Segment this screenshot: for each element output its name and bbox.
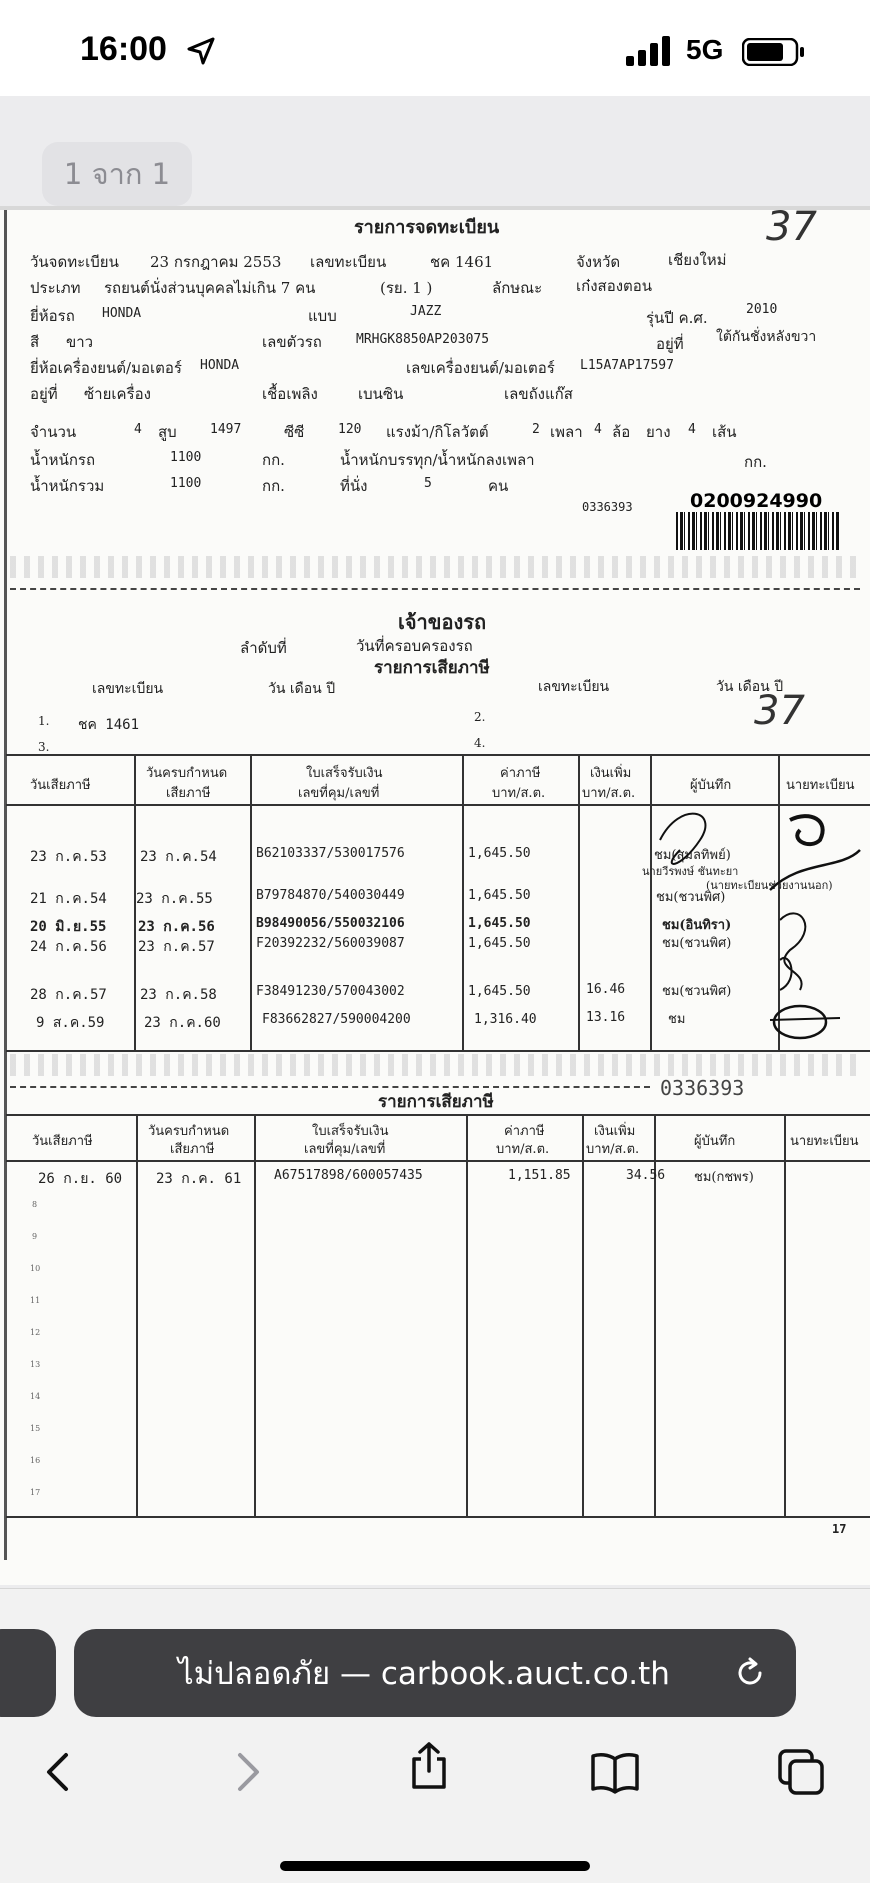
header2-recorder: ผู้บันทึก bbox=[694, 1134, 736, 1149]
table-row: 24 ก.ค.56 bbox=[30, 939, 107, 955]
table-row: 20 มิ.ย.55 bbox=[30, 919, 107, 935]
table-cell: ชม(ชวนพิศ) bbox=[656, 890, 726, 905]
weight-unit: กก. bbox=[262, 451, 285, 469]
cylinder-value: 4 bbox=[134, 422, 142, 437]
barcode bbox=[676, 512, 840, 550]
table-cell: 1,645.50 bbox=[468, 888, 531, 903]
engine-location-label: อยู่ที่ bbox=[30, 385, 58, 403]
status-bar bbox=[0, 0, 870, 96]
header2-receipt-sub: เลขที่คุม/เลขที่ bbox=[304, 1142, 386, 1157]
page-number: 17 bbox=[832, 1522, 847, 1536]
row-number: 8 bbox=[32, 1200, 38, 1209]
engine-no-label: เลขเครื่องยนต์/มอเตอร์ bbox=[406, 359, 555, 377]
browser-toolbar bbox=[0, 1588, 870, 1883]
header-tax-sub: บาท/ส.ต. bbox=[492, 786, 546, 801]
table-cell: ชม(สุมลทิพย์) bbox=[654, 848, 731, 863]
header2-due-date-sub: เสียภาษี bbox=[170, 1142, 215, 1157]
reg-date-value: 23 กรกฎาคม 2553 bbox=[150, 253, 282, 271]
row-number: 14 bbox=[30, 1392, 41, 1401]
table-cell: 13.16 bbox=[586, 1010, 626, 1025]
engine-location-value: ซ้ายเครื่อง bbox=[84, 385, 151, 403]
tire-value: 4 bbox=[688, 422, 696, 437]
table-row: 26 ก.ย. 60 bbox=[38, 1171, 123, 1187]
engine-brand-label: ยี่ห้อเครื่องยนต์/มอเตอร์ bbox=[30, 359, 182, 377]
pdf-viewer[interactable] bbox=[0, 96, 870, 1588]
date-history-label-2: วัน เดือน ปี bbox=[716, 679, 784, 695]
header2-tax-sub: บาท/ส.ต. bbox=[496, 1142, 550, 1157]
header2-paid-date: วันเสียภาษี bbox=[32, 1134, 93, 1149]
header-extra-sub: บาท/ส.ต. bbox=[582, 786, 636, 801]
document-page bbox=[0, 210, 870, 1585]
style-value: เก๋งสองตอน bbox=[576, 277, 653, 295]
status-time: 16:00 bbox=[80, 30, 167, 68]
table-cell: 23 ก.ค. 61 bbox=[156, 1171, 242, 1187]
table-cell: 1,316.40 bbox=[474, 1012, 537, 1027]
header2-due-date: วันครบกำหนด bbox=[148, 1124, 230, 1139]
possession-label: วันที่ครอบครองรถ bbox=[356, 637, 473, 655]
seats-label: ที่นั่ง bbox=[340, 477, 368, 495]
row-number: 15 bbox=[30, 1424, 41, 1433]
tire-unit: เส้น bbox=[712, 423, 737, 441]
owner-title: เจ้าของรถ bbox=[398, 610, 487, 634]
plate-label: เลขทะเบียน bbox=[310, 253, 387, 271]
plate-value: ชค 1461 bbox=[430, 253, 494, 271]
table-row: 23 ก.ค.53 bbox=[30, 849, 107, 865]
barcode-number: 0200924990 bbox=[690, 490, 823, 512]
table-cell: F83662827/590004200 bbox=[262, 1012, 411, 1027]
reload-icon[interactable] bbox=[732, 1655, 768, 1691]
history-num-3: 3. bbox=[38, 740, 50, 754]
year-label: รุ่นปี ค.ศ. bbox=[646, 309, 708, 327]
share-icon[interactable] bbox=[404, 1741, 454, 1791]
back-icon[interactable] bbox=[34, 1747, 84, 1797]
header-due-date: วันครบกำหนด bbox=[146, 766, 228, 781]
signature-name: นายวีรพงษ์ ชันทะยา bbox=[642, 865, 739, 878]
header-extra: เงินเพิ่ม bbox=[590, 766, 632, 781]
wheel-label: ล้อ bbox=[612, 423, 631, 441]
engine-brand-value: HONDA bbox=[200, 358, 240, 373]
tax-title-2: รายการเสียภาษี bbox=[378, 1092, 494, 1112]
table-row: 9 ส.ค.59 bbox=[36, 1015, 105, 1031]
history-plate-1: ชค 1461 bbox=[78, 717, 140, 733]
table-cell: F38491230/570043002 bbox=[256, 984, 405, 999]
cc-label: ซีซี bbox=[284, 423, 305, 441]
battery-icon bbox=[742, 38, 806, 66]
hp-value: 120 bbox=[338, 422, 362, 437]
row-number: 10 bbox=[30, 1264, 41, 1273]
handwritten-number-2: 37 bbox=[754, 688, 805, 734]
fuel-value: เบนซิน bbox=[358, 385, 404, 403]
header-due-date-sub: เสียภาษี bbox=[166, 786, 211, 801]
order-label: ลำดับที่ bbox=[240, 639, 287, 657]
plate-history-label-2: เลขทะเบียน bbox=[538, 679, 610, 695]
engine-no-value: L15A7AP17597 bbox=[580, 358, 674, 373]
axle-label: เพลา bbox=[550, 423, 583, 441]
header2-tax: ค่าภาษี bbox=[504, 1124, 545, 1139]
row-number: 17 bbox=[30, 1488, 41, 1497]
serial-bottom: 0336393 bbox=[660, 1076, 745, 1100]
gross-value: 1100 bbox=[170, 476, 202, 491]
ry-value: (รย. 1 ) bbox=[380, 279, 433, 297]
wheel-value: 4 bbox=[594, 422, 602, 437]
table-cell: ชม(กชพร) bbox=[694, 1170, 754, 1185]
load-label: น้ำหนักบรรทุก/น้ำหนักลงเพลา bbox=[340, 451, 535, 469]
axle-value: 2 bbox=[532, 422, 540, 437]
table-cell: 16.46 bbox=[586, 982, 626, 997]
table-cell: 1,645.50 bbox=[468, 936, 531, 951]
table-cell: B79784870/540030449 bbox=[256, 888, 405, 903]
table-cell: 34.56 bbox=[626, 1168, 666, 1183]
table-cell: F20392232/560039087 bbox=[256, 936, 405, 951]
plate-history-label-1: เลขทะเบียน bbox=[92, 681, 164, 697]
vin-value: MRHGK8850AP203075 bbox=[356, 332, 490, 347]
seats-unit: คน bbox=[488, 477, 509, 495]
hp-label: แรงม้า/กิโลวัตต์ bbox=[386, 423, 489, 441]
header2-receipt: ใบเสร็จรับเงิน bbox=[312, 1124, 389, 1139]
weight-value: 1100 bbox=[170, 450, 202, 465]
table-cell: 1,645.50 bbox=[468, 846, 531, 861]
header2-extra-sub: บาท/ส.ต. bbox=[586, 1142, 640, 1157]
load-unit: กก. bbox=[744, 453, 767, 471]
color-label: สี bbox=[30, 333, 40, 351]
type-label: ประเภท bbox=[30, 279, 81, 297]
reg-date-label: วันจดทะเบียน bbox=[30, 253, 119, 271]
table-cell: A67517898/600057435 bbox=[274, 1168, 423, 1183]
brand-label: ยี่ห้อรถ bbox=[30, 307, 75, 325]
row-number: 16 bbox=[30, 1456, 41, 1465]
history-num-2: 2. bbox=[474, 710, 486, 724]
table-cell: B62103337/530017576 bbox=[256, 846, 405, 861]
header-paid-date: วันเสียภาษี bbox=[30, 778, 91, 793]
vin-label: เลขตัวรถ bbox=[262, 333, 322, 351]
tabs-icon[interactable] bbox=[776, 1747, 826, 1797]
table-cell: 1,645.50 bbox=[468, 916, 531, 931]
table-cell: B98490056/550032106 bbox=[256, 916, 405, 931]
signature-title: (นายทะเบียนช่วยงานนอก) bbox=[706, 879, 833, 892]
page-counter: 1 จาก 1 bbox=[42, 142, 192, 206]
vin-location-value: ใต้กันชั่งหลังขวา bbox=[716, 329, 817, 345]
model-value: JAZZ bbox=[410, 304, 442, 319]
table-cell: ชม bbox=[668, 1012, 686, 1027]
type-value: รถยนต์นั่งส่วนบุคคลไม่เกิน 7 คน bbox=[104, 279, 316, 297]
header-recorder: ผู้บันทึก bbox=[690, 778, 732, 793]
location-arrow-icon bbox=[186, 36, 216, 66]
url-text[interactable]: ไม่ปลอดภัย — carbook.auct.co.th bbox=[178, 1656, 670, 1692]
date-history-label-1: วัน เดือน ปี bbox=[268, 681, 336, 697]
network-type: 5G bbox=[686, 34, 724, 65]
model-label: แบบ bbox=[308, 307, 337, 325]
tire-label: ยาง bbox=[646, 423, 671, 441]
table-cell: 23 ก.ค.60 bbox=[144, 1015, 221, 1031]
table-cell: 23 ก.ค.56 bbox=[138, 919, 215, 935]
forward-icon[interactable] bbox=[222, 1747, 272, 1797]
count-label: จำนวน bbox=[30, 423, 77, 441]
document-title: รายการจดทะเบียน bbox=[354, 217, 500, 238]
tax-title: รายการเสียภาษี bbox=[374, 658, 490, 678]
tank-label: เลขถังแก๊ส bbox=[504, 385, 573, 403]
brand-value: HONDA bbox=[102, 306, 142, 321]
table-row: 28 ก.ค.57 bbox=[30, 987, 107, 1003]
table-cell: ชม(อินทิรา) bbox=[662, 918, 732, 933]
cc-value: 1497 bbox=[210, 422, 242, 437]
gross-unit: กก. bbox=[262, 477, 285, 495]
table-cell: ชม(ชวนพิศ) bbox=[662, 984, 732, 999]
table-cell: 1,151.85 bbox=[508, 1168, 571, 1183]
seats-value: 5 bbox=[424, 476, 432, 491]
weight-label: น้ำหนักรถ bbox=[30, 451, 96, 469]
address-bar[interactable] bbox=[74, 1629, 796, 1717]
bookmarks-icon[interactable] bbox=[590, 1747, 640, 1797]
header2-extra: เงินเพิ่ม bbox=[594, 1124, 636, 1139]
header2-registrar: นายทะเบียน bbox=[790, 1134, 859, 1149]
previous-tab-peek[interactable] bbox=[0, 1629, 56, 1717]
color-value: ขาว bbox=[66, 333, 94, 351]
table-cell: ชม(ชวนพิศ) bbox=[662, 936, 732, 951]
history-num-4: 4. bbox=[474, 736, 486, 750]
header-receipt: ใบเสร็จรับเงิน bbox=[306, 766, 383, 781]
history-num-1: 1. bbox=[38, 714, 50, 728]
row-number: 11 bbox=[30, 1296, 41, 1305]
signal-bars-icon bbox=[626, 36, 672, 66]
cylinder-label: สูบ bbox=[158, 423, 177, 441]
header-tax: ค่าภาษี bbox=[500, 766, 541, 781]
gross-label: น้ำหนักรวม bbox=[30, 477, 105, 495]
header-receipt-sub: เลขที่คุม/เลขที่ bbox=[298, 786, 380, 801]
signature-scribbles bbox=[640, 800, 870, 1050]
serial-small: 0336393 bbox=[582, 500, 633, 514]
style-label: ลักษณะ bbox=[492, 279, 543, 297]
year-value: 2010 bbox=[746, 302, 778, 317]
province-value: เชียงใหม่ bbox=[668, 251, 727, 269]
province-label: จังหวัด bbox=[576, 253, 621, 271]
table-cell: 23 ก.ค.57 bbox=[138, 939, 215, 955]
vin-location-label: อยู่ที่ bbox=[656, 335, 684, 353]
home-indicator bbox=[280, 1861, 590, 1871]
table-cell: 23 ก.ค.54 bbox=[140, 849, 217, 865]
row-number: 13 bbox=[30, 1360, 41, 1369]
table-cell: 23 ก.ค.58 bbox=[140, 987, 217, 1003]
handwritten-number: 37 bbox=[766, 210, 817, 250]
table-cell: 1,645.50 bbox=[468, 984, 531, 999]
fuel-label: เชื้อเพลิง bbox=[262, 385, 318, 403]
table-row: 21 ก.ค.54 bbox=[30, 891, 107, 907]
row-number: 9 bbox=[32, 1232, 38, 1241]
header-registrar: นายทะเบียน bbox=[786, 778, 855, 793]
table-cell: 23 ก.ค.55 bbox=[136, 891, 213, 907]
row-number: 12 bbox=[30, 1328, 41, 1337]
